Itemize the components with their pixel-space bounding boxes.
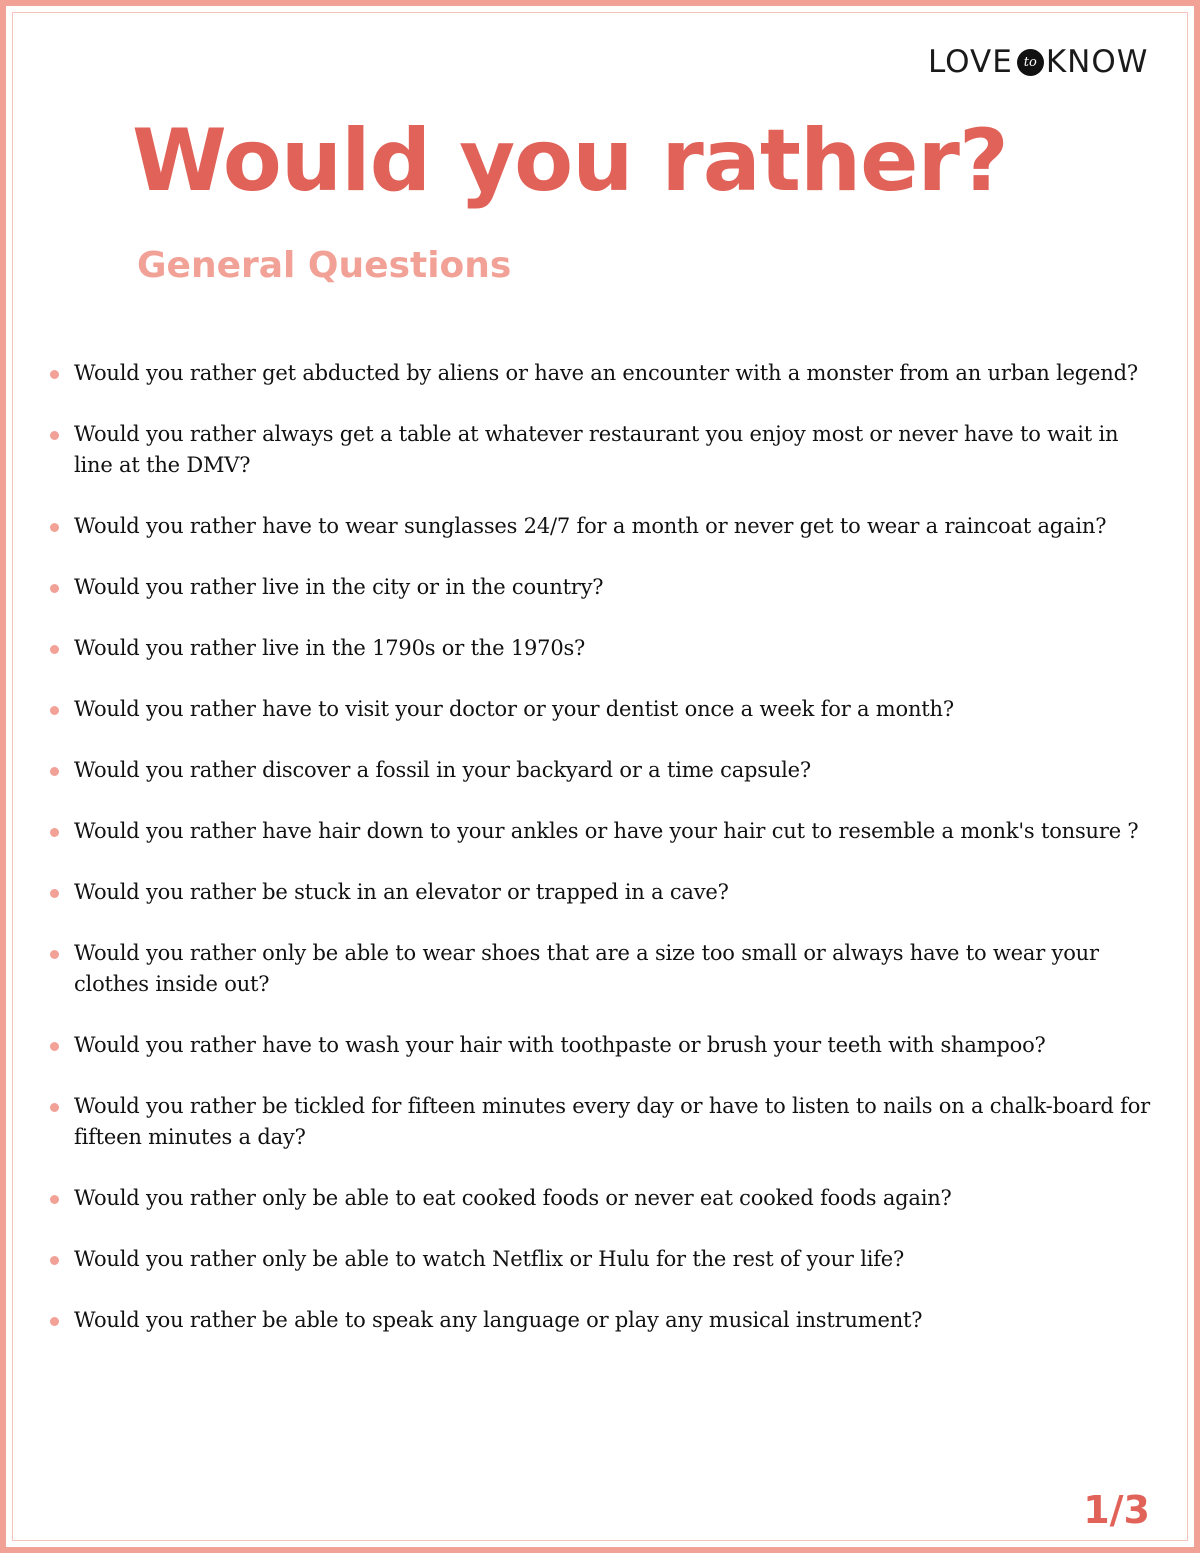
bullet-dot-icon [50, 584, 59, 593]
question-text: Would you rather live in the city or in the country? [74, 575, 604, 599]
question-item [50, 511, 1160, 542]
question-text: Would you rather get abducted by aliens or have an encounter with a monster from an urban legend? [74, 361, 1138, 385]
question-item [50, 1305, 1160, 1336]
question-text: Would you rather only be able to eat cooked foods or never eat cooked foods again? [74, 1186, 952, 1210]
question-item [50, 358, 1160, 389]
bullet-dot-icon [50, 767, 59, 776]
question-item [50, 572, 1160, 603]
page-title: Would you rather? [132, 111, 1008, 211]
question-item [50, 1091, 1160, 1153]
bullet-dot-icon [50, 523, 59, 532]
logo-text-love: LOVE [928, 44, 1013, 80]
bullet-dot-icon [50, 370, 59, 379]
bullet-dot-icon [50, 1256, 59, 1265]
lovetoknow-logo[interactable] [928, 44, 1148, 80]
page-number: 1/3 [1083, 1488, 1150, 1532]
section-subtitle: General Questions [137, 245, 512, 286]
question-text: Would you rather have to visit your doctor or your dentist once a week for a month? [74, 697, 954, 721]
question-text: Would you rather have to wash your hair with toothpaste or brush your teeth with shampoo? [74, 1033, 1046, 1057]
question-text: Would you rather be able to speak any language or play any musical instrument? [74, 1308, 923, 1332]
question-text: Would you rather have to wear sunglasses 24/7 for a month or never get to wear a raincoat again? [74, 514, 1107, 538]
question-text: Would you rather live in the 1790s or the 1970s? [74, 636, 586, 660]
bullet-dot-icon [50, 706, 59, 715]
question-item [50, 1244, 1160, 1275]
logo-text-know: KNOW [1045, 44, 1149, 80]
question-item [50, 1183, 1160, 1214]
question-text: Would you rather be stuck in an elevator or trapped in a cave? [74, 880, 729, 904]
bullet-dot-icon [50, 1317, 59, 1326]
question-item [50, 694, 1160, 725]
question-text: Would you rather discover a fossil in your backyard or a time capsule? [74, 758, 811, 782]
question-item [50, 816, 1160, 847]
logo-badge-icon: to [1017, 49, 1044, 76]
questions-list [50, 358, 1160, 1366]
bullet-dot-icon [50, 889, 59, 898]
bullet-dot-icon [50, 828, 59, 837]
question-item [50, 938, 1160, 1000]
question-item [50, 1030, 1160, 1061]
question-text: Would you rather only be able to watch Netflix or Hulu for the rest of your life? [74, 1247, 905, 1271]
bullet-dot-icon [50, 1195, 59, 1204]
question-item [50, 419, 1160, 481]
question-item [50, 755, 1160, 786]
bullet-dot-icon [50, 950, 59, 959]
question-text: Would you rather be tickled for fifteen minutes every day or have to listen to nails on a chalk-board for fifteen minutes a day? [74, 1094, 1150, 1149]
question-text: Would you rather always get a table at whatever restaurant you enjoy most or never have to wait in line at the DMV? [74, 422, 1119, 477]
question-text: Would you rather have hair down to your ankles or have your hair cut to resemble a monk's tonsure ? [74, 819, 1139, 843]
bullet-dot-icon [50, 1042, 59, 1051]
question-text: Would you rather only be able to wear shoes that are a size too small or always have to wear your clothes inside out? [74, 941, 1099, 996]
bullet-dot-icon [50, 431, 59, 440]
question-item [50, 877, 1160, 908]
bullet-dot-icon [50, 1103, 59, 1112]
question-item [50, 633, 1160, 664]
bullet-dot-icon [50, 645, 59, 654]
